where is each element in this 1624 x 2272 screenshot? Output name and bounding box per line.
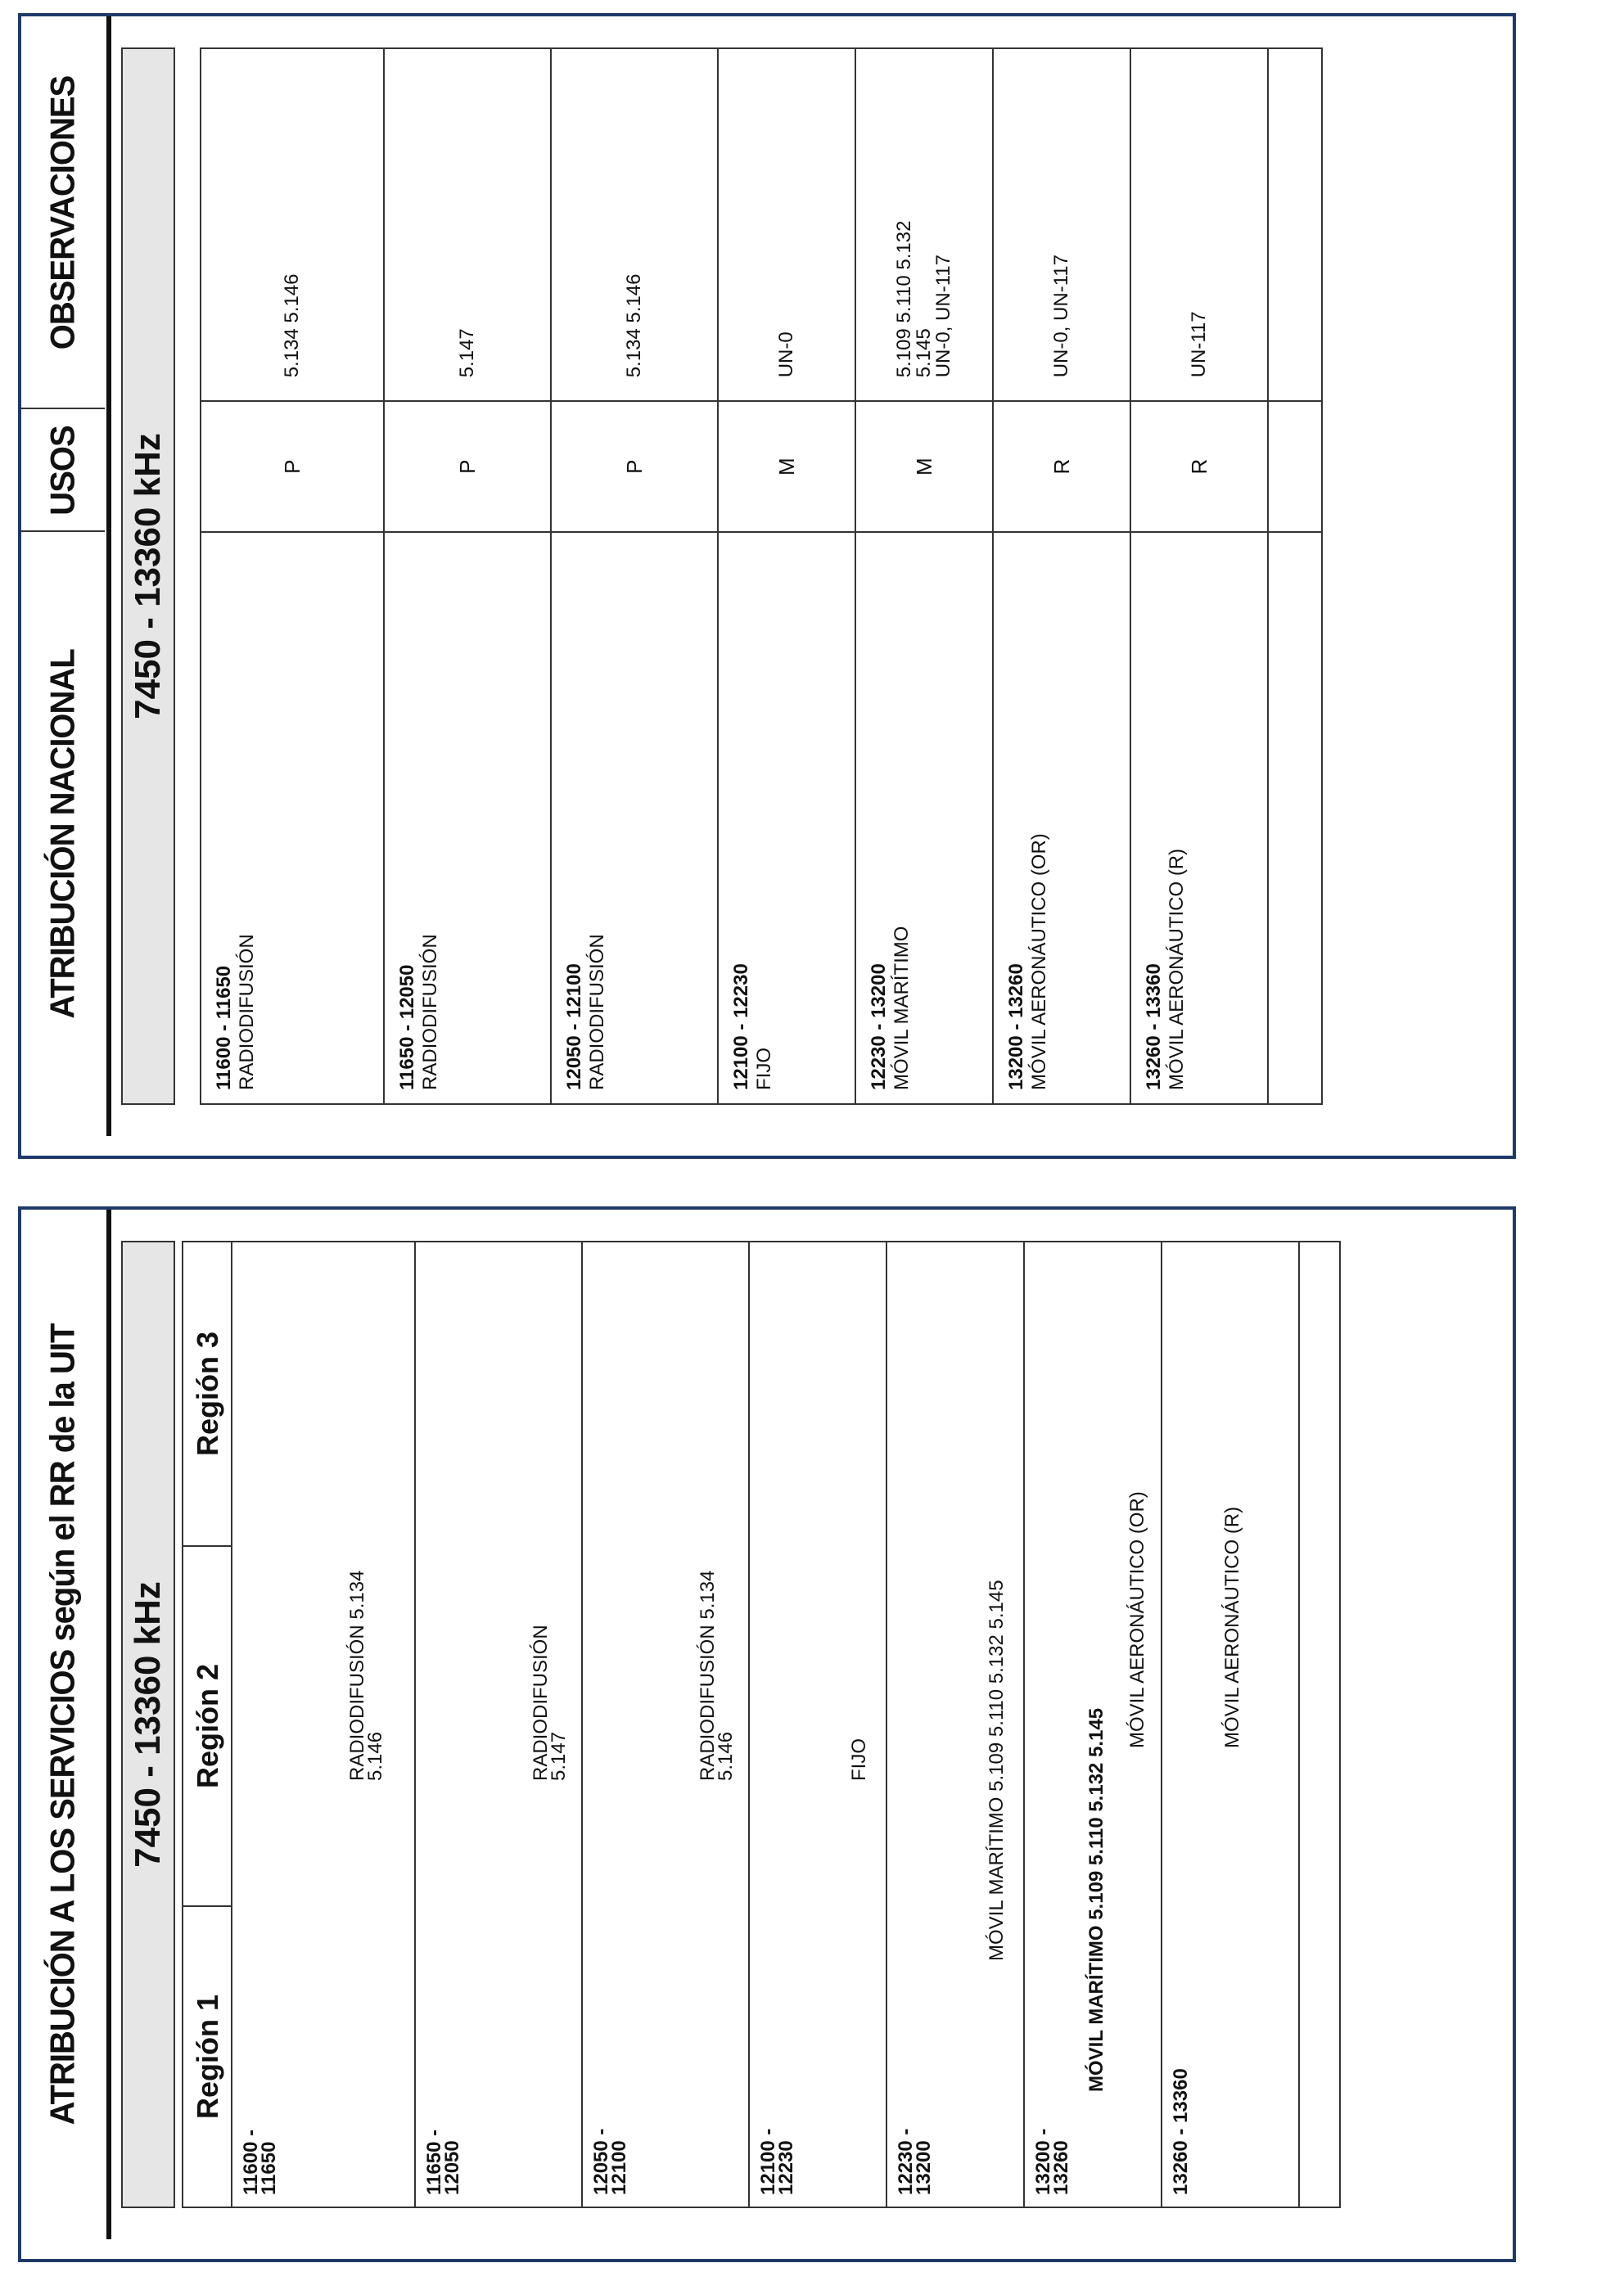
service-name: RADIODIFUSIÓN (586, 934, 608, 1090)
service-name: RADIODIFUSIÓN 5.134 5.146 (346, 1570, 386, 1781)
service-name: RADIODIFUSIÓN (236, 934, 258, 1090)
itu-title: ATRIBUCIÓN A LOS SERVICIOS según el RR de la UIT (43, 1323, 83, 2125)
table-row (551, 48, 718, 1104)
table-row-empty (1299, 1242, 1340, 2207)
service-name: RADIODIFUSIÓN 5.147 (530, 1625, 570, 1781)
frequency-range: 11600 - 11650 (213, 965, 235, 1090)
atribucion-cell (718, 532, 855, 1104)
national-attribution-panel (18, 13, 1516, 1159)
header-rule (106, 1210, 111, 2239)
frequency-range: 12050 - 12100 (563, 963, 585, 1090)
table-row (582, 1242, 749, 2207)
header-usos: USOS (43, 426, 83, 516)
empty-cell (1268, 532, 1322, 1104)
frequency-range: 11650 - 12050 (423, 2129, 463, 2195)
uso-cell: R (993, 401, 1130, 532)
service-name: RADIODIFUSIÓN 5.134 5.146 (697, 1570, 737, 1781)
uso-cell: M (718, 401, 855, 532)
frequency-range: 12100 - 12230 (730, 963, 752, 1090)
service-name: MÓVIL AERONÁUTICO (OR) (1126, 1491, 1148, 1748)
service-name: RADIODIFUSIÓN (419, 934, 441, 1090)
header-atribucion: ATRIBUCIÓN NACIONAL (43, 649, 83, 1019)
service-name: MÓVIL AERONÁUTICO (R) (1221, 1506, 1243, 1748)
column-region-1: Región 1 (182, 1905, 231, 2208)
observaciones-cell: 5.134 5.146 (551, 48, 718, 401)
empty-cell (1268, 48, 1322, 401)
table-row (749, 1242, 886, 2207)
empty-cell (1268, 401, 1322, 532)
frequency-band-banner: 7450 - 13360 kHz (121, 1241, 175, 2208)
itu-attribution-panel (18, 1206, 1516, 2262)
frequency-range: 13260 - 13360 (1143, 963, 1165, 1090)
atribucion-cell (993, 532, 1130, 1104)
column-region-3: Región 3 (182, 1241, 231, 1545)
table-row (201, 48, 384, 1104)
table-row (384, 48, 551, 1104)
service-name: FIJO (848, 1738, 870, 1781)
service-name: MÓVIL AERONÁUTICO (OR) (1028, 833, 1050, 1090)
observaciones-cell: 5.109 5.110 5.132 5.145 UN-0, UN-117 (855, 48, 993, 401)
table-row (855, 48, 993, 1104)
national-header-row (19, 16, 106, 1136)
header-rule (106, 16, 111, 1136)
frequency-range: 13260 - 13360 (1170, 2068, 1192, 2195)
uso-cell: P (201, 401, 384, 532)
frequency-range: 12230 - 13200 (868, 963, 890, 1090)
header-divider (21, 408, 105, 409)
frequency-band-banner: 7450 - 13360 kHz (121, 47, 175, 1105)
table-row (1130, 48, 1268, 1104)
header-divider (21, 530, 105, 532)
atribucion-cell (384, 532, 551, 1104)
itu-attribution-content (21, 1210, 1493, 2239)
allocation-cell (582, 1242, 749, 2207)
service-name: MÓVIL MARÍTIMO 5.109 5.110 5.132 5.145 (986, 1580, 1008, 1961)
observaciones-cell: 5.147 (384, 48, 551, 401)
table-row-empty (1268, 48, 1322, 1104)
service-name: MÓVIL MARÍTIMO (891, 926, 913, 1090)
table-row (415, 1242, 582, 2207)
frequency-range: 12050 - 12100 (590, 2128, 630, 2195)
service-bold: MÓVIL MARÍTIMO 5.109 5.110 5.132 5.145 (1085, 1707, 1107, 2092)
atribucion-cell (855, 532, 993, 1104)
allocation-cell (886, 1242, 1024, 2207)
national-attribution-content (21, 16, 1493, 1136)
header-observaciones: OBSERVACIONES (43, 75, 83, 350)
national-table (200, 47, 1323, 1105)
table-row (1162, 1242, 1299, 2207)
table-row (886, 1242, 1024, 2207)
uso-cell: P (551, 401, 718, 532)
uso-cell: M (855, 401, 993, 532)
frequency-range: 11650 - 12050 (396, 964, 418, 1090)
atribucion-cell (551, 532, 718, 1104)
table-row (718, 48, 855, 1104)
observaciones-cell: UN-117 (1130, 48, 1268, 401)
frequency-range: 12230 - 13200 (895, 2128, 935, 2195)
column-region-2: Región 2 (182, 1545, 231, 1905)
allocation-cell (749, 1242, 886, 2207)
allocation-cell (1162, 1242, 1299, 2207)
atribucion-cell (201, 532, 384, 1104)
uso-cell: P (384, 401, 551, 532)
frequency-range: 12100 - 12230 (757, 2128, 797, 2195)
table-row (993, 48, 1130, 1104)
atribucion-cell (1130, 532, 1268, 1104)
frequency-range: 13200 - 13260 (1005, 963, 1027, 1090)
frequency-range: 11600 - 11650 (240, 2129, 280, 2195)
table-row (232, 1242, 415, 2207)
allocation-cell (1024, 1242, 1162, 2207)
allocation-cell (232, 1242, 415, 2207)
observaciones-cell: UN-0 (718, 48, 855, 401)
service-name: FIJO (753, 1048, 775, 1090)
frequency-range: 13200 - 13260 (1032, 2128, 1072, 2195)
allocation-cell (415, 1242, 582, 2207)
table-row (1024, 1242, 1162, 2207)
observaciones-cell: UN-0, UN-117 (993, 48, 1130, 401)
empty-cell (1299, 1242, 1340, 2207)
itu-table (231, 1241, 1341, 2208)
observaciones-cell: 5.134 5.146 (201, 48, 384, 401)
service-name: MÓVIL AERONÁUTICO (R) (1166, 848, 1188, 1090)
uso-cell: R (1130, 401, 1268, 532)
